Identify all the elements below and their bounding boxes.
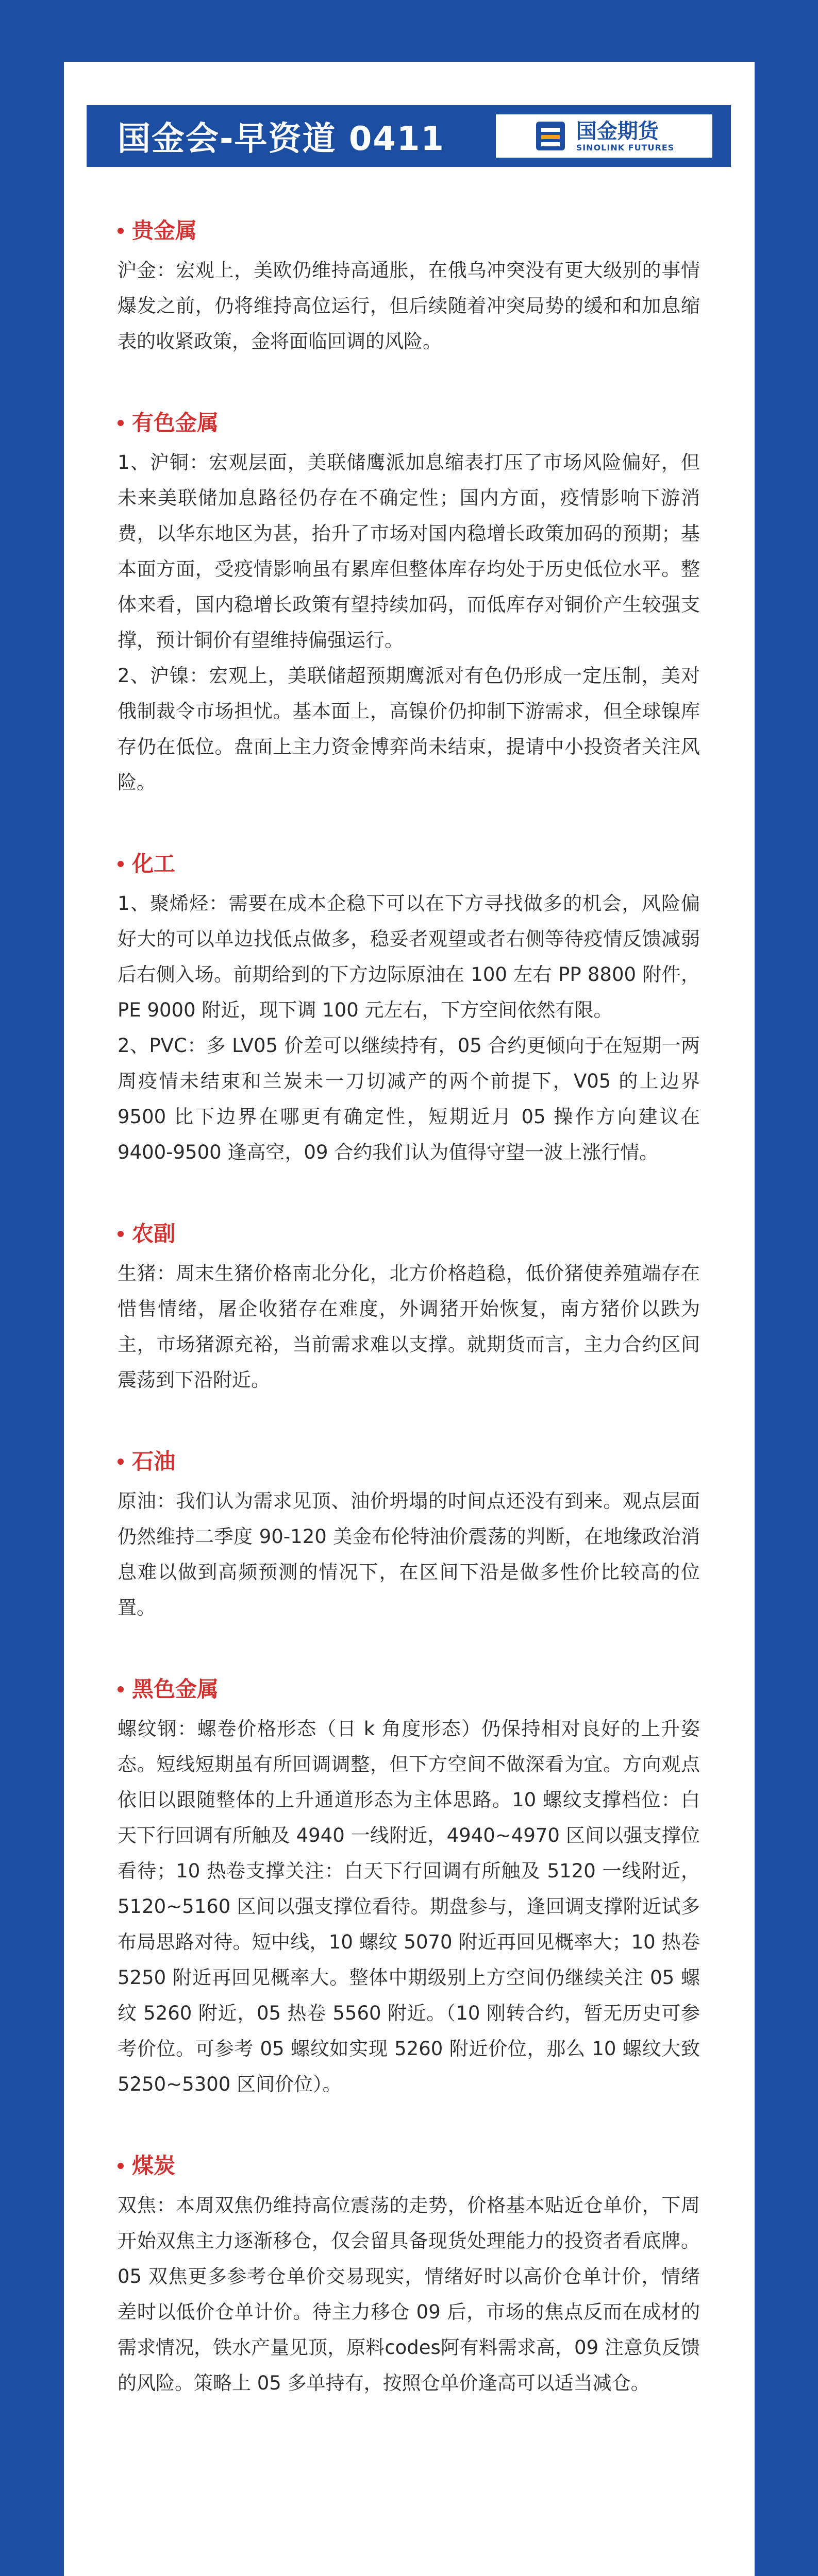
section-title [118,1675,700,1704]
section-title [118,216,700,245]
bullet-dot-icon [118,2163,124,2169]
bullet-dot-icon [118,1686,124,1692]
section-title-text: 贵金属 [132,218,197,243]
section-title [118,1447,700,1476]
section-paragraph: 2、PVC：多 LV05 价差可以继续持有，05 合约更倾向于在短期一两周疫情未结束和兰炭未一刀切减产的两个前提下，V05 的上边界 9500 比下边界在哪更有确定性，短期近月 05 操作方向建议在 9400-9500 逢高空，09 合约我们认为值得守望一波上涨行情。 [118,1035,700,1163]
section-paragraph: 1、沪铜：宏观层面，美联储鹰派加息缩表打压了市场风险偏好，但未来美联储加息路径仍存在不确定性；国内方面，疫情影响下游消费，以华东地区为甚，抬升了市场对国内稳增长政策加码的预期；基本面方面，受疫情影响虽有累库但整体库存均处于历史低位水平。整体来看，国内稳增长政策有望持续加码，而低库存对铜价产生较强支撑，预计铜价有望维持偏强运行。 [118,451,700,651]
section-paragraph: 生猪：周末生猪价格南北分化，北方价格趋稳，低价猪使养殖端存在惜售情绪，屠企收猪存在难度，外调猪开始恢复，南方猪价以跌为主，市场猪源充裕，当前需求难以支撑。就期货而言，主力合约区间震荡到下沿附近。 [118,1262,700,1391]
bullet-dot-icon [118,1459,124,1465]
brand-name-cn: 国金期货 [576,119,659,143]
section-crude-oil [118,1447,700,1625]
brand-logo [496,114,712,158]
section-title [118,1219,700,1248]
report-header [87,105,731,167]
section-nonferrous-metals [118,409,700,800]
section-title-text: 石油 [132,1449,176,1474]
section-paragraph: 2、沪镍：宏观上，美联储超预期鹰派对有色仍形成一定压制，美对俄制裁令市场担忧。基本面上，高镍价仍抑制下游需求，但全球镍库存仍在低位。盘面上主力资金博弈尚未结束，提请中小投资者关注风险。 [118,665,700,793]
section-chemicals [118,850,700,1170]
section-paragraph: 原油：我们认为需求见顶、油价坍塌的时间点还没有到来。观点层面仍然维持二季度 90-120 美金布伦特油价震荡的判断，在地缘政治消息难以做到高频预测的情况下，在区间下沿是做多性价比较高的位置。 [118,1490,700,1619]
section-title-text: 煤炭 [132,2153,176,2178]
section-title [118,2151,700,2180]
section-paragraph: 1、聚烯烃：需要在成本企稳下可以在下方寻找做多的机会，风险偏好大的可以单边找低点做多，稳妥者观望或者右侧等待疫情反馈减弱后右侧入场。前期给到的下方边际原油在 100 左右 PP 8800 附件，PE 9000 附近，现下调 100 元左右，下方空间依然有限。 [118,892,700,1021]
section-paragraph: 沪金：宏观上，美欧仍维持高通胀，在俄乌冲突没有更大级别的事情爆发之前，仍将维持高位运行，但后续随着冲突局势的缓和和加息缩表的收紧政策，金将面临回调的风险。 [118,259,700,352]
section-title [118,409,700,437]
section-precious-metals [118,216,700,359]
bullet-dot-icon [118,420,124,426]
section-ferrous-metals [118,1675,700,2102]
bullet-dot-icon [118,1231,124,1237]
section-title-text: 农副 [132,1221,176,1246]
section-title-text: 黑色金属 [132,1676,219,1702]
section-title-text: 有色金属 [132,410,219,435]
section-title [118,850,700,878]
section-agriculture [118,1219,700,1398]
report-content [118,216,700,2450]
section-coal [118,2151,700,2401]
report-title: 国金会-早资道 0411 [118,120,445,158]
report-card [64,62,755,2576]
section-paragraph: 双焦：本周双焦仍维持高位震荡的走势，价格基本贴近仓单价，下周开始双焦主力逐渐移仓，仅会留具备现货处理能力的投资者看底牌。05 双焦更多参考仓单价交易现实，情绪好时以高价仓单计价，情绪差时以低价仓单计价。待主力移仓 09 后，市场的焦点反而在成材的需求情况，铁水产量见顶，原料codes阿有料需求高，09 注意负反馈的风险。策略上 05 多单持有，按照仓单价逢高可以适当减仓。 [118,2194,700,2394]
bullet-dot-icon [118,228,124,234]
brand-text [576,120,675,152]
brand-name-en: SINOLINK FUTURES [576,142,675,152]
section-paragraph: 螺纹钢：螺卷价格形态（日 k 角度形态）仍保持相对良好的上升姿态。短线短期虽有所回调调整，但下方空间不做深看为宜。方向观点依旧以跟随整体的上升通道形态为主体思路。10 螺纹支撑档位：白天下行回调有所触及 4940 一线附近，4940~4970 区间以强支撑位看待；10 热卷支撑关注：白天下行回调有所触及 5120 一线附近，5120~5160 区间以强支撑位看待。期盘参与，逢回调支撑附近试多布局思路对待。短中线，10 螺纹 5070 附近再回见概率大；10 热卷 5250 附近再回见概率大。整体中期级别上方空间仍继续关注 05 螺纹 5260 附近，05 热卷 5560 附近。（10 刚转合约，暂无历史可参考价位。可参考 05 螺纹如实现 5260 附近价位，那么 10 螺纹大致 5250~5300 区间价位）。 [118,1718,700,2095]
section-title-text: 化工 [132,851,176,876]
brand-logo-icon [534,120,567,152]
bullet-dot-icon [118,861,124,867]
